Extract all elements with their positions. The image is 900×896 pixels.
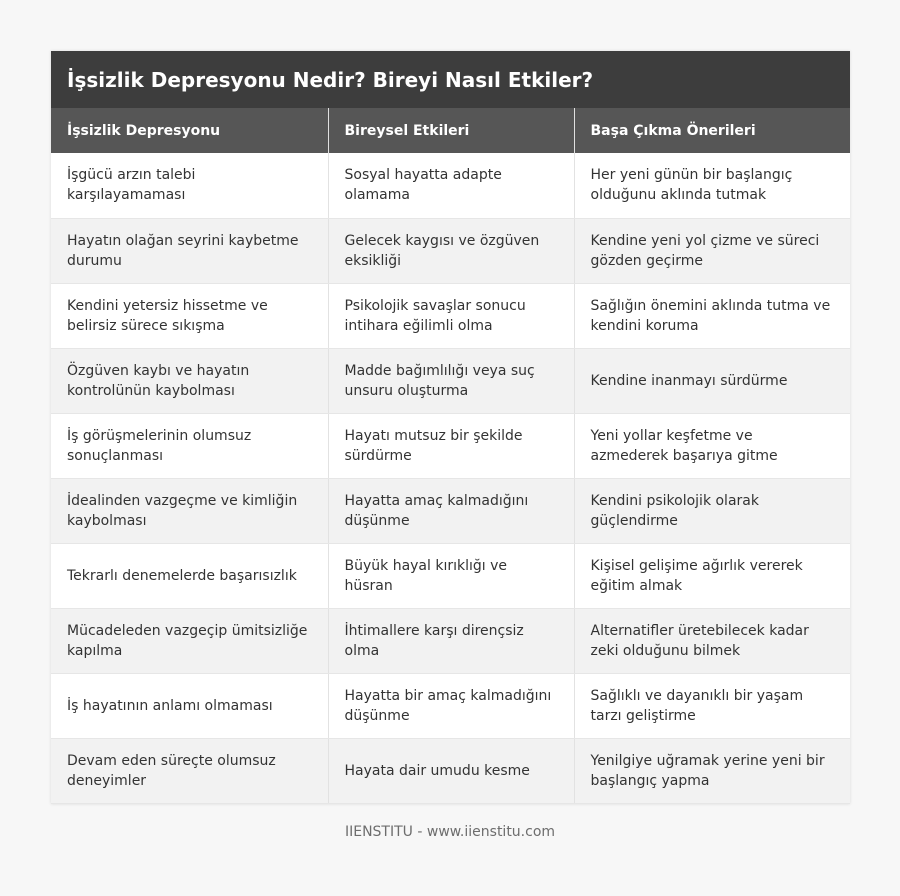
table-cell: Hayatta amaç kalmadığını düşünme (328, 478, 574, 543)
table-row (51, 608, 850, 673)
table-cell: Özgüven kaybı ve hayatın kontrolünün kaybolması (51, 348, 328, 413)
table-cell: Madde bağımlılığı veya suç unsuru oluşturma (328, 348, 574, 413)
table-cell: Kendine inanmayı sürdürme (574, 348, 850, 413)
table-cell: Psikolojik savaşlar sonucu intihara eğilimli olma (328, 283, 574, 348)
table-cell: Yenilgiye uğramak yerine yeni bir başlangıç yapma (574, 738, 850, 803)
table-cell: Kişisel gelişime ağırlık vererek eğitim almak (574, 543, 850, 608)
table-cell: Hayata dair umudu kesme (328, 738, 574, 803)
table-row (51, 673, 850, 738)
table-cell: Sağlıklı ve dayanıklı bir yaşam tarzı geliştirme (574, 673, 850, 738)
table-title: İşsizlik Depresyonu Nedir? Bireyi Nasıl Etkiler? (67, 67, 594, 92)
table-row (51, 283, 850, 348)
footer-credit: IIENSTITU - www.iienstitu.com (344, 824, 556, 840)
table-card (51, 51, 850, 804)
table-cell: İşgücü arzın talebi karşılayamaması (51, 153, 328, 218)
table-cell: Büyük hayal kırıklığı ve hüsran (328, 543, 574, 608)
table-row (51, 413, 850, 478)
column-header-individual-effects: Bireysel Etkileri (328, 108, 574, 153)
table-row (51, 478, 850, 543)
table-cell: Tekrarlı denemelerde başarısızlık (51, 543, 328, 608)
table-row (51, 348, 850, 413)
data-table (51, 108, 850, 804)
column-header-unemployment-depression: İşsizlik Depresyonu (51, 108, 328, 153)
table-cell: Sağlığın önemini aklında tutma ve kendini koruma (574, 283, 850, 348)
table-cell: Her yeni günün bir başlangıç olduğunu aklında tutmak (574, 153, 850, 218)
table-cell: Gelecek kaygısı ve özgüven eksikliği (328, 218, 574, 283)
table-cell: Devam eden süreçte olumsuz deneyimler (51, 738, 328, 803)
table-cell: Kendini yetersiz hissetme ve belirsiz sürece sıkışma (51, 283, 328, 348)
table-cell: Mücadeleden vazgeçip ümitsizliğe kapılma (51, 608, 328, 673)
table-cell: Hayatı mutsuz bir şekilde sürdürme (328, 413, 574, 478)
table-row (51, 218, 850, 283)
header-row (51, 108, 850, 153)
table-cell: Alternatifler üretebilecek kadar zeki olduğunu bilmek (574, 608, 850, 673)
table-cell: İş hayatının anlamı olmaması (51, 673, 328, 738)
title-bar (51, 51, 850, 108)
table-cell: Kendini psikolojik olarak güçlendirme (574, 478, 850, 543)
table-cell: Hayatta bir amaç kalmadığını düşünme (328, 673, 574, 738)
table-cell: Hayatın olağan seyrini kaybetme durumu (51, 218, 328, 283)
table-cell: Yeni yollar keşfetme ve azmederek başarıya gitme (574, 413, 850, 478)
table-row (51, 153, 850, 218)
table-cell: İş görüşmelerinin olumsuz sonuçlanması (51, 413, 328, 478)
table-cell: İdealinden vazgeçme ve kimliğin kaybolması (51, 478, 328, 543)
column-header-coping-suggestions: Başa Çıkma Önerileri (574, 108, 850, 153)
table-row (51, 543, 850, 608)
table-cell: Sosyal hayatta adapte olamama (328, 153, 574, 218)
table-cell: Kendine yeni yol çizme ve süreci gözden geçirme (574, 218, 850, 283)
table-cell: İhtimallere karşı dirençsiz olma (328, 608, 574, 673)
table-row (51, 738, 850, 803)
